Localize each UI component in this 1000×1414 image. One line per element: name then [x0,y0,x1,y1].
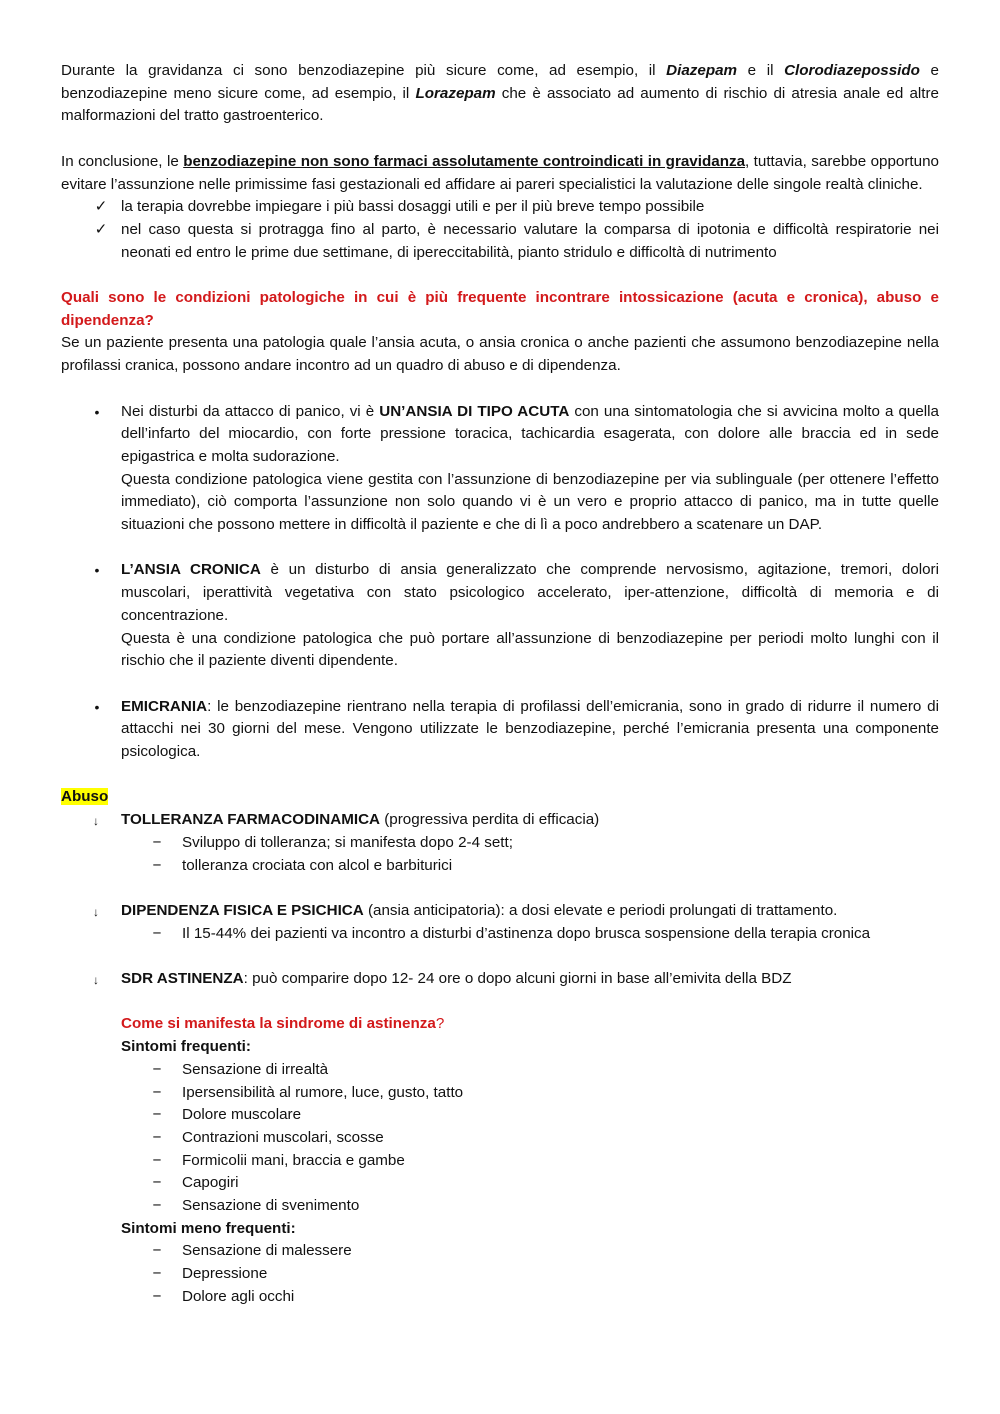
bullet-keyword: EMICRANIA [121,697,208,715]
dash-icon: − [152,1265,162,1283]
conclusion-paragraph [61,151,939,196]
dash-icon: − [152,1174,162,1192]
symptom-item [61,1286,939,1309]
dash-icon: − [152,1197,162,1215]
symptom-text: Capogiri [182,1174,239,1192]
abuse-item-dependence [61,900,939,923]
answer-intro: Se un paziente presenta una patologia quale l’ansia acuta, o ansia cronica o anche pazienti che assumono benzodiazepine nella profilassi cranica, possono andare incontro ad un quadro di abuso e di dipendenza. [61,334,939,375]
abuse-item-title: DIPENDENZA FISICA E PSICHICA [121,901,364,919]
abuse-item-tolerance [61,809,939,832]
drug-diazepam: Diazepam [666,62,738,79]
less-frequent-symptoms-heading: Sintomi meno frequenti: [121,1219,296,1237]
down-arrow-icon: ↓ [93,973,99,987]
bullet-icon: • [94,562,100,579]
dash-icon: − [152,1287,162,1305]
abuse-item-text: : può comparire dopo 12- 24 ore o dopo alcuni giorni in base all’emivita della BDZ [243,970,792,987]
intro-text: e il [737,62,785,79]
symptom-text: Ipersensibilità al rumore, luce, gusto, tatto [182,1083,464,1101]
abuse-item-text: (ansia anticipatoria): a dosi elevate e periodi prolungati di trattamento. [363,901,838,919]
symptom-item [61,1195,939,1218]
abuse-item-withdrawal [61,968,939,991]
withdrawal-question-text: Come si manifesta la sindrome di astinenza [121,1015,436,1033]
intro-paragraph [61,60,939,128]
frequent-symptoms-list [61,1059,939,1218]
withdrawal-question-mark: ? [435,1015,445,1033]
symptom-text: Formicolii mani, braccia e gambe [182,1151,405,1169]
bullet-keyword: UN’ANSIA DI TIPO ACUTA [379,402,570,420]
dash-item [61,923,939,946]
symptom-item [61,1127,939,1150]
bullet-item-acute-anxiety [61,401,939,537]
less-frequent-symptoms-list [61,1240,939,1308]
bullet-text: con una sintomatologia che si avvicina molto a quella dell’infarto del miocardio, con forte pressione toracica, tachicardia esagerata, con dolore alle braccia ed in sede epigastrica e molta sudorazione. [121,402,939,465]
symptom-item [61,1104,939,1127]
symptom-item [61,1263,939,1286]
symptom-text: Dolore agli occhi [182,1287,295,1305]
bullet-item-chronic-anxiety [61,559,939,673]
symptom-text: Sensazione di irrealtà [182,1060,329,1078]
dash-icon: − [152,1060,162,1078]
bullet-extra-text: Questa è una condizione patologica che può portare all’assunzione di benzodiazepine per periodi molto lunghi con il rischio che il paziente diventi dipendente. [121,629,939,670]
symptom-item [61,1172,939,1195]
drug-clorodiazepossido: Clorodiazepossido [784,62,920,79]
dash-item [61,832,939,855]
bullet-keyword: L’ANSIA CRONICA [121,561,261,579]
dash-icon: − [152,1242,162,1260]
symptom-item [61,1240,939,1263]
down-arrow-icon: ↓ [93,814,99,829]
bullet-extra-text: Questa condizione patologica viene gestita con l’assunzione di benzodiazepine per via sublinguale (per ottenere l’effetto immediato), ciò comporta l’assunzione non solo quando vi è un vero e proprio attacco di panico, ma in tutte quelle situazioni che possono mettere in difficoltà il paziente e che di lì a poco andrebbero a scatenare un DAP. [121,470,939,534]
check-item-text: la terapia dovrebbe impiegare i più bassi dosaggi utili e per il più breve tempo possibile [121,198,705,216]
dash-icon: − [152,1106,162,1124]
bullet-icon: • [94,698,100,715]
symptom-text: Dolore muscolare [182,1106,302,1124]
dash-icon: − [152,924,162,942]
down-arrow-icon: ↓ [93,904,99,919]
checkmark-icon: ✓ [94,220,108,238]
bullet-text: è un disturbo di ansia generalizzato che comprende nervosismo, agitazione, tremori, dolori muscolari, iperattività vegetativa con stato psicologico accelerato, iper-attenzione, difficoltà di memoria e di concentrazione. [121,561,939,624]
document-page [61,60,939,1309]
conclusion-text: In conclusione, le [61,152,184,170]
dash-item-text: Sviluppo di tolleranza; si manifesta dopo 2-4 sett; [182,833,513,851]
intro-text: Durante la gravidanza ci sono benzodiazepine più sicure come, ad esempio, il [61,62,667,79]
symptom-item [61,1082,939,1105]
dash-icon: − [152,833,162,851]
dash-item-text: tolleranza crociata con alcol e barbiturici [182,856,453,874]
bullet-text: Nei disturbi da attacco di panico, vi è [121,402,380,420]
symptom-text: Depressione [182,1265,268,1283]
withdrawal-question [61,1013,939,1036]
dash-icon: − [152,1151,162,1169]
bullet-item-migraine [61,696,939,764]
symptom-item [61,1150,939,1173]
abuse-item-title: TOLLERANZA FARMACODINAMICA [121,811,381,829]
symptom-text: Sensazione di svenimento [182,1197,360,1215]
question-heading: Quali sono le condizioni patologiche in cui è più frequente incontrare intossicazione (acuta e cronica), abuso e dipendenza? [61,289,939,329]
dash-icon: − [152,856,162,874]
symptom-text: Sensazione di malessere [182,1242,352,1260]
conclusion-key-statement: benzodiazepine non sono farmaci assolutamente controindicati in gravidanza [183,152,746,170]
dash-icon: − [152,1128,162,1146]
frequent-symptoms-heading: Sintomi frequenti: [121,1038,251,1056]
abuse-heading: Abuso [61,788,109,806]
check-item [61,219,939,264]
bullet-icon: • [94,403,100,420]
symptom-item [61,1059,939,1082]
dash-item [61,855,939,878]
abuse-heading-line [61,786,939,809]
bullet-text: : le benzodiazepine rientrano nella terapia di profilassi dell’emicrania, sono in grado di ridurre il numero di attacchi nei 30 giorni del mese. Vengono utilizzate le benzodiazepine, perché l’emicrania presenta una componente psicologica. [121,697,939,761]
intro-text: che è associato ad aumento di rischio di atresia anale ed altre malformazioni del tratto gastroenterico. [61,84,940,125]
intro-text: e benzodiazepine meno sicure come, ad esempio, il [61,62,940,102]
checkmark-icon: ✓ [94,198,108,216]
dash-icon: − [152,1083,162,1101]
check-item [61,196,939,219]
check-item-text: nel caso questa si protragga fino al parto, è necessario valutare la comparsa di ipotonia e difficoltà respiratorie nei neonati ed entro le prime due settimane, di ipereccitabilità, pianto stridulo e difficoltà di nutrimento [121,220,939,261]
symptom-text: Contrazioni muscolari, scosse [182,1128,384,1146]
drug-lorazepam: Lorazepam [415,84,496,102]
dash-item-text: Il 15-44% dei pazienti va incontro a disturbi d’astinenza dopo brusca sospensione della terapia cronica [182,924,871,942]
abuse-item-title: SDR ASTINENZA [121,970,244,987]
conclusion-text: , tuttavia, sarebbe opportuno evitare l’assunzione nelle primissime fasi gestazionali ed affidare ai pareri specialistici la valutazione delle singole realtà cliniche. [61,152,939,193]
abuse-item-text: (progressiva perdita di efficacia) [380,811,600,829]
